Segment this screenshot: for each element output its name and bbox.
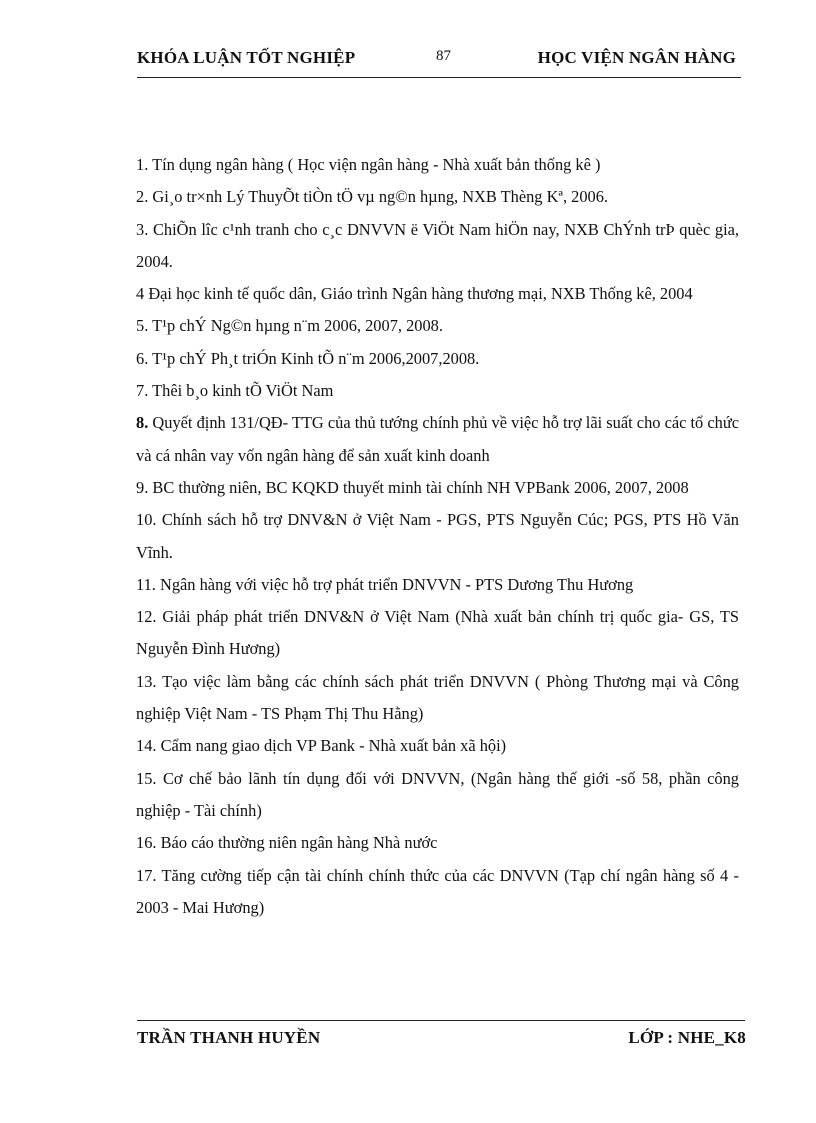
header-thesis-title: KHÓA LUẬN TỐT NGHIỆP: [137, 48, 356, 67]
reference-item: [136, 601, 739, 666]
reference-number: 12.: [136, 607, 157, 627]
reference-item: [136, 214, 739, 279]
footer-class: LỚP : NHE_K8: [628, 1028, 746, 1047]
reference-item: [136, 569, 739, 601]
reference-text: Thêi b¸o kinh tÕ ViÖt Nam: [152, 381, 334, 401]
reference-item: [136, 730, 739, 762]
reference-text: Đại học kinh tế quốc dân, Giáo trình Ngân hàng thương mại, NXB Thống kê, 2004: [148, 284, 693, 304]
reference-item: [136, 666, 739, 731]
reference-text: Gi¸o tr×nh Lý ThuyÕt tiÒn tÖ vµ ng©n hµng, NXB Thèng Kª, 2006.: [152, 187, 609, 207]
reference-number: 5.: [136, 316, 149, 336]
reference-item: [136, 827, 739, 859]
reference-text: Tăng cường tiếp cận tài chính chính thức của các DNVVN (Tạp chí ngân hàng số 4 - 2003 - Mai Hương): [136, 865, 739, 917]
reference-text: Chính sách hỗ trợ DNV&N ở Việt Nam - PGS, PTS Nguyễn Cúc; PGS, PTS Hồ Văn Vĩnh.: [136, 510, 739, 562]
reference-text: BC thường niên, BC KQKD thuyết minh tài chính NH VPBank 2006, 2007, 2008: [152, 477, 689, 497]
reference-number: 1.: [136, 155, 149, 174]
reference-number: 8.: [136, 413, 149, 433]
reference-text: Ngân hàng với việc hỗ trợ phát triển DNVVN - PTS Dương Thu Hương: [160, 574, 634, 594]
reference-number: 14.: [136, 736, 157, 756]
reference-number: 17.: [136, 865, 157, 885]
reference-text: Tín dụng ngân hàng ( Học viện ngân hàng - Nhà xuất bản thống kê ): [152, 155, 601, 174]
reference-text: Cơ chế bảo lãnh tín dụng đối với DNVVN, (Ngân hàng thế giới -số 58, phần công nghiệp - Tài chính): [136, 768, 740, 820]
reference-item: [136, 181, 739, 213]
reference-item: [136, 375, 739, 407]
reference-number: 15.: [136, 768, 157, 788]
reference-item: [136, 149, 739, 181]
reference-number: 16.: [136, 833, 157, 853]
reference-number: 13.: [136, 671, 157, 691]
page-number: 87: [436, 48, 451, 64]
reference-number: 7.: [136, 381, 149, 401]
reference-text: ChiÕn lîc c¹nh tranh cho c¸c DNVVN ë ViÖt Nam hiÖn nay, NXB ChÝnh trÞ quèc gia, 2004.: [136, 219, 739, 271]
reference-item: [136, 763, 739, 828]
reference-item: [136, 860, 739, 925]
reference-text: Quyết định 131/QĐ- TTG của thủ tướng chính phủ về việc hỗ trợ lãi suất cho các tổ chức và cá nhân vay vốn ngân hàng để sản xuất kinh doanh: [136, 413, 739, 465]
reference-item: [136, 343, 739, 375]
reference-item: [136, 310, 739, 342]
reference-number: 6.: [136, 348, 149, 368]
reference-item: [136, 472, 739, 504]
reference-number: 10.: [136, 510, 157, 530]
reference-list: [136, 149, 739, 924]
header-divider: [137, 77, 741, 78]
reference-item: [136, 407, 739, 472]
footer-author: TRẦN THANH HUYỀN: [137, 1028, 321, 1047]
reference-text: T¹p chÝ Ph¸t triÓn Kinh tÕ n¨m 2006,2007,2008.: [152, 348, 480, 368]
page-header: [137, 48, 740, 74]
reference-text: Cẩm nang giao dịch VP Bank - Nhà xuất bản xã hội): [160, 736, 507, 756]
reference-number: 4: [136, 284, 145, 304]
footer-divider: [137, 1020, 745, 1021]
page-footer: [137, 1028, 746, 1052]
reference-number: 9.: [136, 477, 149, 497]
reference-text: Giải pháp phát triển DNV&N ở Việt Nam (Nhà xuất bản chính trị quốc gia- GS, TS Nguyễn Đình Hương): [136, 607, 739, 659]
reference-item: [136, 504, 739, 569]
header-institution: HỌC VIỆN NGÂN HÀNG: [537, 48, 736, 67]
reference-number: 3.: [136, 219, 149, 239]
reference-text: Báo cáo thường niên ngân hàng Nhà nước: [160, 833, 438, 853]
reference-text: Tạo việc làm bằng các chính sách phát triển DNVVN ( Phòng Thương mại và Công nghiệp Việt Nam - TS Phạm Thị Thu Hằng): [136, 671, 739, 724]
reference-number: 2.: [136, 187, 149, 207]
reference-text: T¹p chÝ Ng©n hµng n¨m 2006, 2007, 2008.: [152, 316, 443, 336]
reference-item: [136, 278, 739, 310]
reference-number: 11.: [136, 574, 156, 594]
